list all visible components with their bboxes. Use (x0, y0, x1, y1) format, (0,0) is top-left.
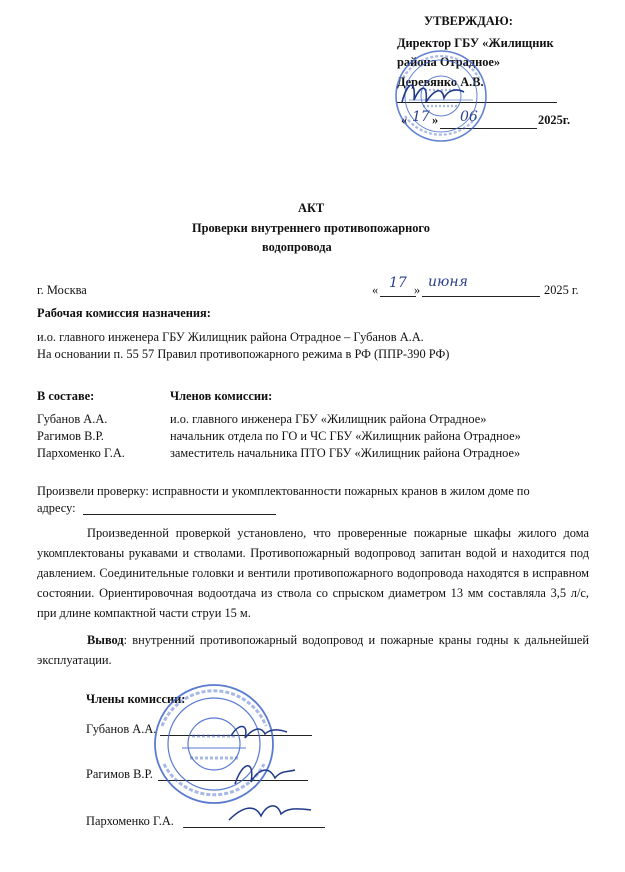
city: г. Москва (37, 283, 87, 297)
commission-line2: На основании п. 55 57 Правил противопожарного режима в РФ (ППР-390 РФ) (37, 347, 450, 361)
member-name: Губанов А.А. (37, 412, 108, 426)
composition-label: В составе: (37, 389, 95, 403)
address-label: адресу: (37, 501, 76, 515)
members-label: Членов комиссии: (170, 389, 273, 403)
date-day-line (380, 296, 416, 297)
document-subtitle-line2: водопровода (262, 240, 332, 254)
approval-heading: УТВЕРЖДАЮ: (424, 14, 513, 28)
signatures-heading: Члены комиссии: (86, 692, 186, 706)
approval-date-month: 06 (460, 109, 478, 125)
date-close-quote: » (414, 283, 421, 297)
date-year: 2025 г. (544, 283, 579, 297)
signatory-name: Рагимов В.Р. (86, 767, 153, 781)
approval-date-year: 2025г. (538, 113, 571, 127)
date-day: 17 (389, 275, 407, 291)
address-blank-line (83, 514, 276, 515)
approval-date-open-quote: « (401, 113, 408, 127)
document-subtitle-line1: Проверки внутреннего противопожарного (192, 221, 430, 235)
approval-signer: Деревянко А.В. (397, 75, 484, 89)
approval-director-line2: района Отрадное» (397, 55, 501, 69)
signatory-name: Губанов А.А. (86, 722, 157, 736)
approval-date-day: 17 (412, 109, 430, 125)
member-position: начальник отдела по ГО и ЧС ГБУ «Жилищник района Отрадное» (170, 429, 521, 443)
members-signatures (225, 720, 325, 830)
signatory-name: Пархоменко Г.А. (86, 814, 174, 828)
member-name: Пархоменко Г.А. (37, 446, 125, 460)
inspection-text: Произвели проверку: исправности и укомплектованности пожарных кранов в жилом доме по (37, 484, 530, 498)
date-month: июня (428, 274, 468, 290)
approval-director-line1: Директор ГБУ «Жилищник (397, 36, 554, 50)
conclusion-text: : внутренний противопожарный водопровод и пожарные краны годны к дальнейшей эксплуатации. (37, 633, 589, 667)
findings-paragraph: Произведенной проверкой установлено, что проверенные пожарные шкафы жилого дома укомплектованы рукавами и стволами. Противопожарный водопровод запитан водой и находится под давлением. Соединительные головки и вентили противопожарного водопровода находятся в исправном состоянии. Ориентировочная водоотдача из ствола со спрыском диаметром 13 мм составляла 3,5 л/с, при длине компактной части струи 15 м. (37, 526, 589, 620)
member-name: Рагимов В.Р. (37, 429, 104, 443)
director-signature (398, 72, 468, 112)
member-position: и.о. главного инженера ГБУ «Жилищник района Отрадное» (170, 412, 487, 426)
date-open-quote: « (372, 283, 379, 297)
conclusion-paragraph (37, 630, 589, 670)
document-title: АКТ (298, 201, 325, 215)
commission-heading: Рабочая комиссия назначения: (37, 306, 211, 320)
conclusion-label: Вывод (87, 633, 124, 647)
member-position: заместитель начальника ПТО ГБУ «Жилищник района Отрадное» (170, 446, 521, 460)
date-month-line (422, 296, 540, 297)
approval-date-close-quote: » (432, 113, 439, 127)
commission-line1: и.о. главного инженера ГБУ Жилищник района Отрадное – Губанов А.А. (37, 330, 424, 344)
